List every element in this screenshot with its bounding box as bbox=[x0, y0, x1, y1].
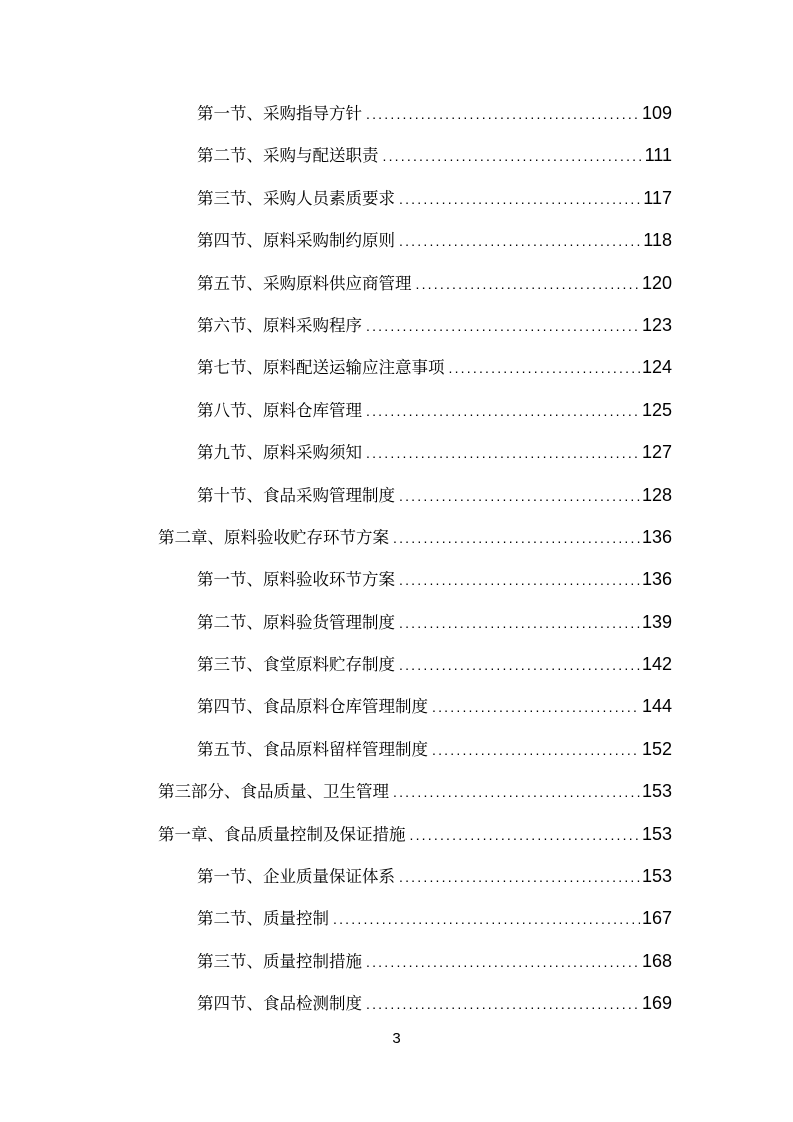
toc-dot-leader bbox=[393, 517, 640, 558]
toc-entry-page-number: 153 bbox=[641, 781, 672, 802]
toc-dot-leader bbox=[399, 856, 640, 897]
toc-entry[interactable] bbox=[158, 134, 672, 176]
toc-entry-page-number: 153 bbox=[641, 866, 672, 887]
toc-entry-title: 第三节、食堂原料贮存制度 bbox=[197, 655, 395, 675]
toc-entry[interactable] bbox=[158, 177, 672, 219]
toc-entry-page-number: 142 bbox=[641, 654, 672, 675]
toc-dot-leader bbox=[399, 475, 640, 516]
toc-entry[interactable] bbox=[158, 558, 672, 600]
toc-dot-leader bbox=[366, 93, 640, 134]
toc-dot-leader bbox=[399, 644, 640, 685]
toc-dot-leader bbox=[366, 305, 640, 346]
toc-entry-page-number: 136 bbox=[641, 569, 672, 590]
toc-entry-page-number: 127 bbox=[641, 442, 672, 463]
toc-dot-leader bbox=[399, 220, 641, 261]
toc-entry-page-number: 109 bbox=[641, 103, 672, 123]
toc-entry-page-number: 123 bbox=[641, 314, 672, 335]
toc-entry-title: 第四节、原料采购制约原则 bbox=[197, 231, 395, 251]
toc-dot-leader bbox=[366, 390, 640, 431]
toc-entry-title: 第五节、食品原料留样管理制度 bbox=[197, 739, 428, 759]
toc-dot-leader bbox=[366, 983, 640, 1024]
toc-entry[interactable] bbox=[158, 643, 672, 685]
toc-entry[interactable] bbox=[158, 474, 672, 516]
toc-entry[interactable] bbox=[158, 770, 672, 812]
toc-entry[interactable] bbox=[158, 92, 672, 134]
toc-entry-title: 第十节、食品采购管理制度 bbox=[197, 485, 395, 505]
toc-entry-page-number: 124 bbox=[641, 357, 672, 378]
toc-entry-title: 第四节、食品检测制度 bbox=[197, 994, 362, 1014]
toc-entry[interactable] bbox=[158, 940, 672, 982]
toc-entry[interactable] bbox=[158, 389, 672, 431]
toc-entry-title: 第四节、食品原料仓库管理制度 bbox=[197, 697, 428, 717]
toc-entry[interactable] bbox=[158, 219, 672, 261]
toc-dot-leader bbox=[410, 814, 640, 855]
footer-page-number: 3 bbox=[392, 1030, 401, 1047]
toc-entry-page-number: 168 bbox=[641, 950, 672, 971]
toc-entry-page-number: 111 bbox=[644, 145, 672, 166]
table-of-contents bbox=[158, 92, 672, 1025]
toc-dot-leader bbox=[333, 898, 640, 939]
toc-entry[interactable] bbox=[158, 813, 672, 855]
toc-entry[interactable] bbox=[158, 982, 672, 1024]
toc-entry-page-number: 167 bbox=[641, 908, 672, 929]
toc-entry-title: 第三节、采购人员素质要求 bbox=[197, 188, 395, 208]
toc-entry[interactable] bbox=[158, 601, 672, 643]
toc-entry-page-number: 152 bbox=[641, 738, 672, 759]
toc-dot-leader bbox=[399, 602, 640, 643]
toc-entry-page-number: 153 bbox=[641, 823, 672, 844]
toc-entry[interactable] bbox=[158, 685, 672, 727]
toc-entry-title: 第二章、原料验收贮存环节方案 bbox=[158, 527, 389, 547]
toc-dot-leader bbox=[366, 432, 640, 473]
toc-dot-leader bbox=[432, 686, 640, 727]
toc-entry-title: 第二节、原料验货管理制度 bbox=[197, 612, 395, 632]
toc-entry[interactable] bbox=[158, 346, 672, 388]
toc-entry-title: 第九节、原料采购须知 bbox=[197, 443, 362, 463]
toc-entry-title: 第五节、采购原料供应商管理 bbox=[197, 273, 412, 293]
toc-entry-page-number: 117 bbox=[643, 187, 672, 208]
toc-entry-title: 第七节、原料配送运输应注意事项 bbox=[197, 358, 445, 378]
toc-entry-page-number: 169 bbox=[641, 993, 672, 1014]
toc-entry-title: 第一节、原料验收环节方案 bbox=[197, 570, 395, 590]
toc-entry-page-number: 139 bbox=[641, 611, 672, 632]
toc-entry-title: 第六节、原料采购程序 bbox=[197, 315, 362, 335]
page-footer bbox=[0, 1030, 793, 1048]
toc-entry-title: 第二节、采购与配送职责 bbox=[197, 146, 379, 166]
toc-entry-title: 第一章、食品质量控制及保证措施 bbox=[158, 824, 406, 844]
toc-entry[interactable] bbox=[158, 304, 672, 346]
toc-entry-page-number: 118 bbox=[643, 230, 672, 251]
toc-entry[interactable] bbox=[158, 431, 672, 473]
toc-entry[interactable] bbox=[158, 855, 672, 897]
toc-entry-title: 第三节、质量控制措施 bbox=[197, 951, 362, 971]
toc-dot-leader bbox=[393, 771, 640, 812]
toc-dot-leader bbox=[416, 263, 640, 304]
toc-entry-page-number: 120 bbox=[641, 272, 672, 293]
toc-entry-title: 第三部分、食品质量、卫生管理 bbox=[158, 782, 389, 802]
toc-dot-leader bbox=[383, 135, 643, 176]
toc-dot-leader bbox=[366, 941, 640, 982]
toc-entry-title: 第二节、质量控制 bbox=[197, 909, 329, 929]
toc-dot-leader bbox=[449, 347, 640, 388]
toc-entry-title: 第八节、原料仓库管理 bbox=[197, 400, 362, 420]
toc-entry-title: 第一节、企业质量保证体系 bbox=[197, 867, 395, 887]
toc-entry[interactable] bbox=[158, 897, 672, 939]
toc-dot-leader bbox=[399, 559, 640, 600]
toc-entry[interactable] bbox=[158, 728, 672, 770]
toc-entry-page-number: 128 bbox=[641, 484, 672, 505]
toc-dot-leader bbox=[399, 178, 641, 219]
toc-entry-page-number: 144 bbox=[641, 696, 672, 717]
toc-entry[interactable] bbox=[158, 262, 672, 304]
toc-entry-title: 第一节、采购指导方针 bbox=[197, 104, 362, 123]
toc-entry-page-number: 136 bbox=[641, 526, 672, 547]
toc-entry-page-number: 125 bbox=[641, 399, 672, 420]
toc-dot-leader bbox=[432, 729, 640, 770]
toc-entry[interactable] bbox=[158, 516, 672, 558]
